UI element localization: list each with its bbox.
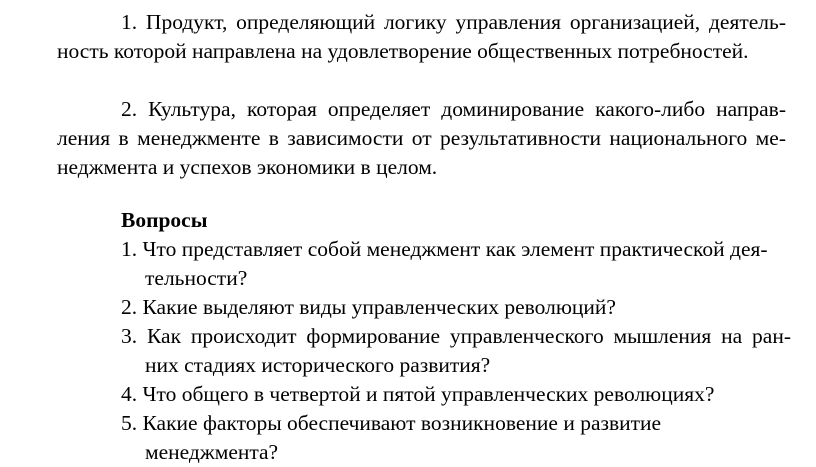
question-item xyxy=(121,380,791,409)
question-text: Как происходит формирование управленческого мышления на ран-них стадиях исторического развития? xyxy=(145,324,792,377)
questions-heading: Вопросы xyxy=(121,208,208,232)
question-text: Какие факторы обеспечивают возникновение и развитие менеджмента? xyxy=(142,411,662,464)
question-text: Что представляет собой менеджмент как элемент практической дея-тельности? xyxy=(142,237,768,290)
question-text: Что общего в четвертой и пятой управленческих революциях? xyxy=(142,382,715,406)
question-number: 1. xyxy=(121,237,138,261)
question-item xyxy=(121,293,791,322)
question-item xyxy=(121,322,791,380)
question-number: 2. xyxy=(121,295,138,319)
question-number: 4. xyxy=(121,382,138,406)
question-item xyxy=(121,235,791,293)
question-number: 5. xyxy=(121,411,138,435)
questions-list xyxy=(121,235,791,467)
question-number: 3. xyxy=(121,324,138,348)
question-item xyxy=(121,409,791,467)
paragraph-culture: 2. Культура, которая определяет доминирование какого-либо направ- ления в менеджменте в зависимости от результативности национального ме- неджмента и успехов экономики в целом. xyxy=(57,97,786,179)
paragraph-product: 1. Продукт, определяющий логику управления организацией, деятель- ность которой направлена на удовлетворение общественных потребностей. xyxy=(57,10,786,63)
question-text: Какие выделяют виды управленческих революций? xyxy=(142,295,616,319)
